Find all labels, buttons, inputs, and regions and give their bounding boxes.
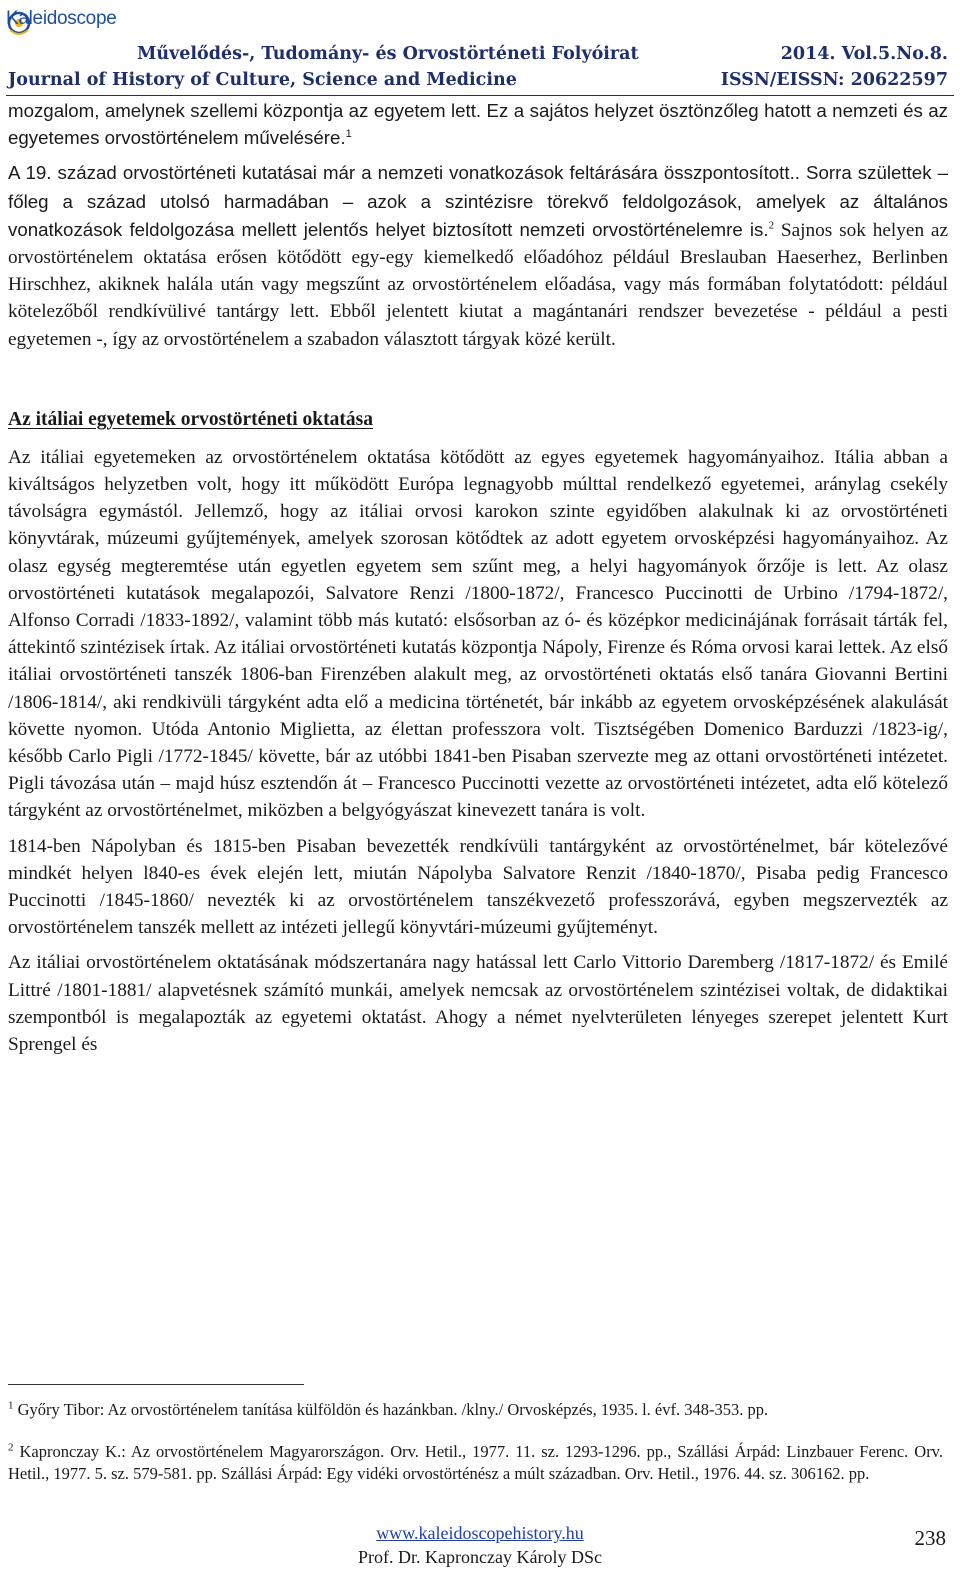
website-link[interactable]: www.kaleidoscopehistory.hu [376, 1523, 584, 1543]
paragraph-1 [8, 97, 948, 151]
footnote-1-text: Győry Tibor: Az orvostörténelem tanítása külföldön és hazánkban. /klny./ Orvosképzés, 1935. l. évf. 348-353. pp. [13, 1400, 769, 1419]
journal-issn: ISSN/EISSN: 20622597 [720, 70, 948, 90]
page-number: 238 [914, 1526, 946, 1550]
footnote-ref-2[interactable]: 2 [768, 219, 775, 232]
paragraph-4: 1814-ben Nápolyban és 1815-ben Pisaban bevezették rendkívüli tantárgyként az orvostörténelmet, bár kötelezővé mindkét helyen l840-es évek elején lett, miután Nápolyba Salvatore Renzit /1840-1870/, Pisaba pedig Francesco Puccinotti /1845-1860/ nevezték ki az orvostörténelem tanszékvezető professzorává, egyben megszervezték az orvostörténelem tanszék mellett az intézeti jellegű könyvtári-múzeumi gyűjteményt. [8, 835, 948, 939]
journal-title-hu: Művelődés-, Tudomány- és Orvostörténeti Folyóirat [137, 44, 639, 64]
footnote-divider [8, 1384, 304, 1385]
footnote-1-number: 1 [8, 1399, 14, 1412]
article-body [8, 97, 948, 1058]
paragraph-2-text-b: Sajnos sok helyen az orvostörténelem oktatása erősen kötődött egy-egy kiemelkedő előadóhoz például Breslauban Haeserhez, Berlinben Hirschhez, akiknek halála után vagy megszűnt az orvostörténelem előadása, vagy más formában folytatódott: például kötelezőből rendkívülivé tantárgy lett. Ebből jelentett kiutat a magántanári rendszer bevezetése - például a pesti egyetemen -, így az orvostörténelem a szabadon választott tárgyak közé került. [8, 219, 949, 350]
paragraph-1-text: mozgalom, amelynek szellemi központja az egyetem lett. Ez a sajátos helyzet ösztönzőleg hatott a nemzeti és az egyetemes orvostörténelem művelésére. [8, 100, 948, 149]
footnote-1 [8, 1399, 943, 1421]
paragraph-3: Az itáliai egyetemeken az orvostörténelem oktatása kötődött az egyes egyetemek hagyományaihoz. Itália abban a kiváltságos helyzetben volt, hogy itt működött Európa legnagyobb múlttal rendelkező egyetemei, aránylag csekély távolságra egymástól. Jellemző, hogy az itáliai orvosi karokon szinte egyidőben alakulnak ki az orvostörténeti könyvtárak, múzeumi gyűjtemények, amelyek szorosan kötődtek az adott egyetem orvosképzési hagyományaihoz. Az olasz egység megteremtése után egyetlen egyetem sem szűnt meg, a helyi hagyományok őrzője is lett. Az olasz orvostörténeti kutatások megalapozói, Salvatore Renzi /1800-1872/, Francesco Puccinotti de Urbino /1794-1872/, Alfonso Corradi /1833-1892/, valamint több más kutató: elsősorban az ó- és középkor medicinájának forrásait tárták fel, áttekintő szintézisek írtak. Az itáliai orvostörténeti kutatás központja Nápoly, Firenze és Róma orvosi karai lettek. Az első itáliai orvostörténeti tanszék 1806-ban Firenzében alakult meg, az orvostörténeti oktatás első tanára Giovanni Bertini /1806-1814/, aki rendkivüli tárgyként adta elő a medicina történetét, bár inkább az egyetem orvosképzésének alakulását követte nyomon. Utóda Antonio Miglietta, az élettan professzora volt. Tisztségében Domenico Barduzzi /1823-ig/, később Carlo Pigli /1772-1845/ követte, bár az utóbbi 1841-ben Pisaban szervezte meg az ottani orvostörténeti intézetet. Pigli távozása után – majd húsz esztendőn át – Francesco Puccinotti vezette az orvostörténeti intézetet, adta elő kötelező tárgyként az orvostörténelmet, miközben a belgyógyászat kinevezett tanára is volt. [8, 446, 948, 822]
logo-text: Kaleidoscope [6, 8, 117, 29]
header-divider [6, 95, 954, 96]
paragraph-2 [8, 159, 948, 352]
section-heading: Az itáliai egyetemek orvostörténeti oktatása [8, 408, 373, 430]
footer-author: Prof. Dr. Kapronczay Károly DSc [358, 1547, 602, 1567]
paragraph-5: Az itáliai orvostörténelem oktatásának módszertanára nagy hatással lett Carlo Vittorio Daremberg /1817-1872/ és Emilé Littré /1801-1881/ alapvetésnek számító munkái, amelyek nemcsak az orvostörténelem szintézisei voltak, de didaktikai szempontból is megalapozták az egyetemi oktatást. Ahogy a német nyelvterületen lényeges szerepet jelentett Kurt Sprengel és [8, 952, 948, 1056]
footnote-2-number: 2 [8, 1441, 14, 1454]
journal-volume: 2014. Vol.5.No.8. [780, 44, 948, 64]
journal-title-en: Journal of History of Culture, Science and Medicine [8, 70, 517, 90]
paragraph-2-text-a: A 19. század orvostörténeti kutatásai már a nemzeti vonatkozások feltárására összpontosított.. Sorra születtek – főleg a század utolsó harmadában – azok a szintézisre törekvő feldolgozások, amelyek az általános vonatkozások feldolgozása mellett jelentős helyet biztosított nemzeti orvostörténelemre is. [8, 162, 948, 240]
footnote-2-text: Kapronczay K.: Az orvostörténelem Magyarországon. Orv. Hetil., 1977. 11. sz. 1293-1296. pp., Szállási Árpád: Linzbauer Ferenc. Orv. Hetil., 1977. 5. sz. 579-581. pp. Szállási Árpád: Egy vidéki orvostörténész a múlt században. Orv. Hetil., 1976. 44. sz. 306162. pp. [8, 1442, 943, 1483]
footnote-2 [8, 1441, 943, 1485]
footnote-ref-1[interactable]: 1 [345, 127, 352, 140]
page-header [0, 0, 960, 100]
